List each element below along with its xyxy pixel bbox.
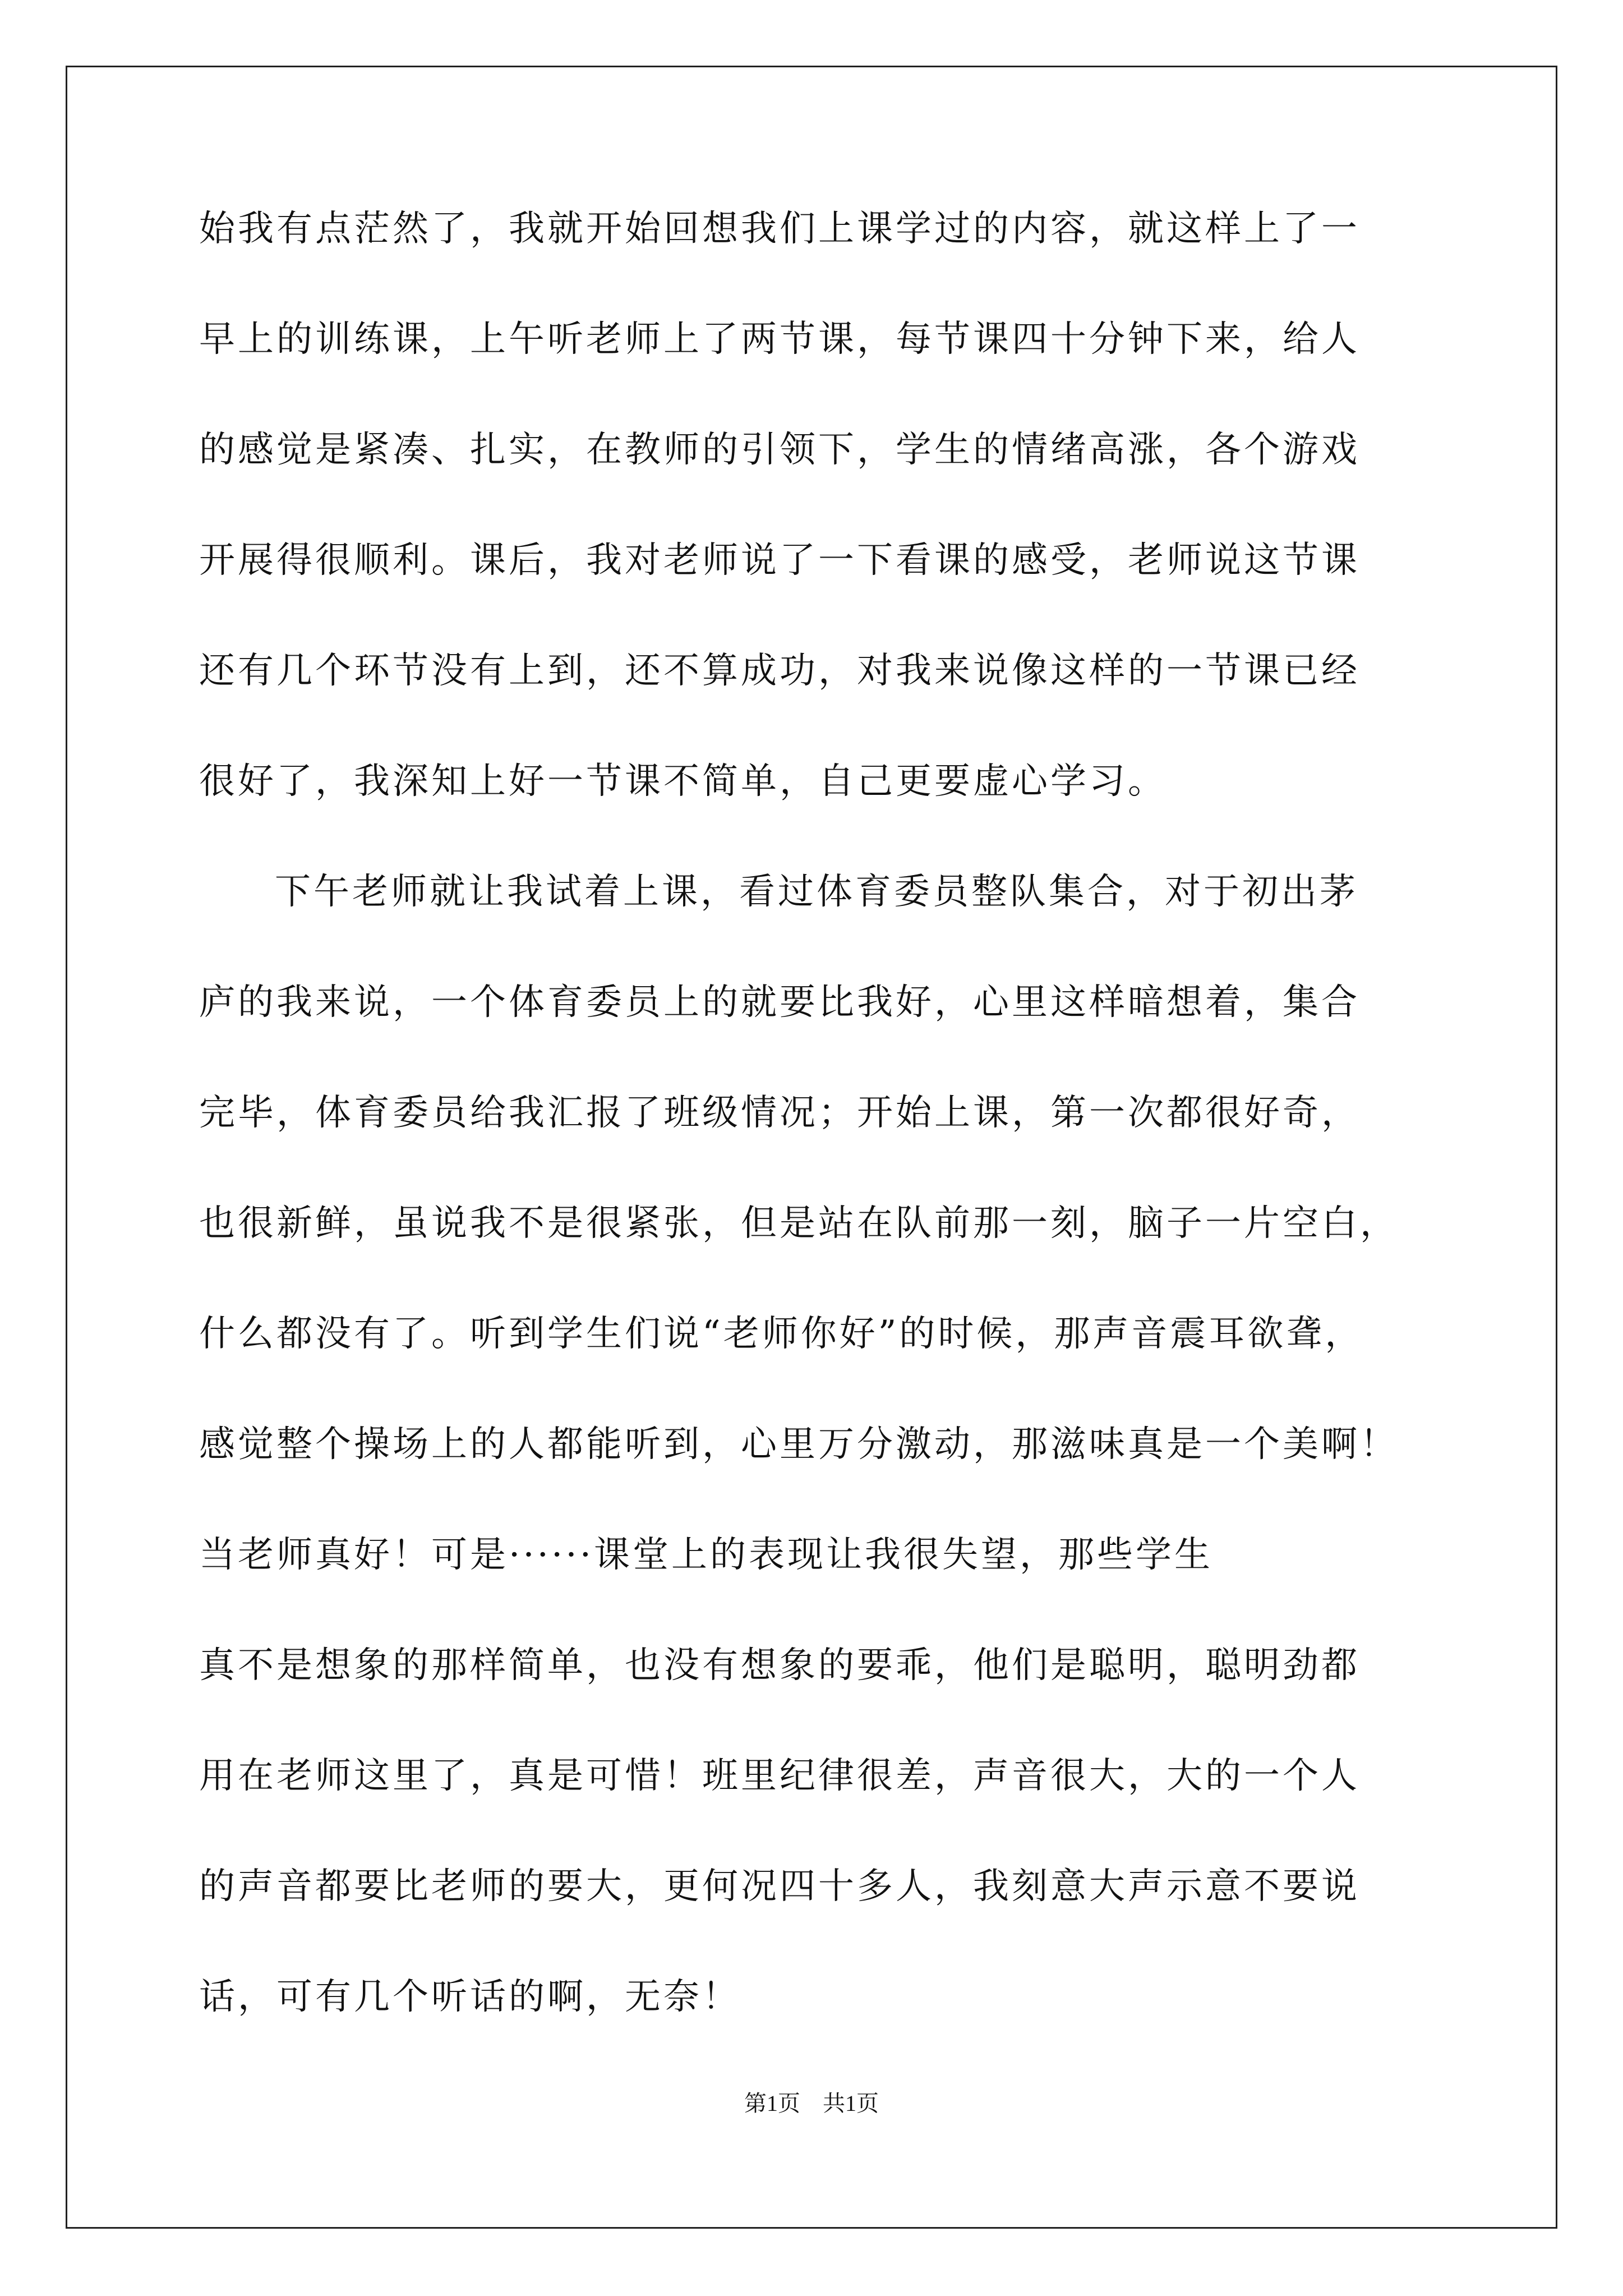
text-line: 用在老师这里了，真是可惜！班里纪律很差，声音很大，大的一个人 (199, 1755, 1360, 1797)
page-number-footer: 第1页 共1页 (744, 2091, 879, 2116)
text-line: 感觉整个操场上的人都能听到，心里万分激动，那滋味真是一个美啊！ (199, 1424, 1399, 1465)
text-line: 庐的我来说，一个体育委员上的就要比我好，心里这样暗想着，集合 (199, 982, 1360, 1023)
text-line: 什么都没有了。听到学生们说“老师你好”的时候，那声音震耳欲聋， (199, 1313, 1364, 1355)
text-line: 也很新鲜，虽说我不是很紧张，但是站在队前那一刻，脑子一片空白， (199, 1203, 1399, 1244)
text-line: 真不是想象的那样简单，也没有想象的要乖，他们是聪明，聪明劲都 (199, 1645, 1360, 1686)
text-line: 还有几个环节没有上到，还不算成功，对我来说像这样的一节课已经 (199, 650, 1360, 692)
text-line: 完毕，体育委员给我汇报了班级情况；开始上课，第一次都很好奇， (199, 1092, 1360, 1134)
text-line: 的声音都要比老师的要大，更何况四十多人，我刻意大声示意不要说 (199, 1866, 1360, 1907)
paragraph-first-line: 下午老师就让我试着上课，看过体育委员整队集合，对于初出茅 (275, 871, 1358, 913)
text-line: 开展得很顺利。课后，我对老师说了一下看课的感受，老师说这节课 (199, 540, 1360, 581)
text-line: 始我有点茫然了，我就开始回想我们上课学过的内容，就这样上了一 (199, 208, 1360, 250)
text-line: 当老师真好！可是······课堂上的表现让我很失望，那些学生 (199, 1534, 1214, 1576)
text-line: 很好了，我深知上好一节课不简单，自己更要虚心学习。 (199, 761, 1166, 802)
text-line: 话，可有几个听话的啊，无奈！ (199, 1976, 741, 2018)
text-line: 的感觉是紧凑、扎实，在教师的引领下，学生的情绪高涨，各个游戏 (199, 429, 1360, 471)
text-line: 早上的训练课，上午听老师上了两节课，每节课四十分钟下来，给人 (199, 319, 1360, 360)
